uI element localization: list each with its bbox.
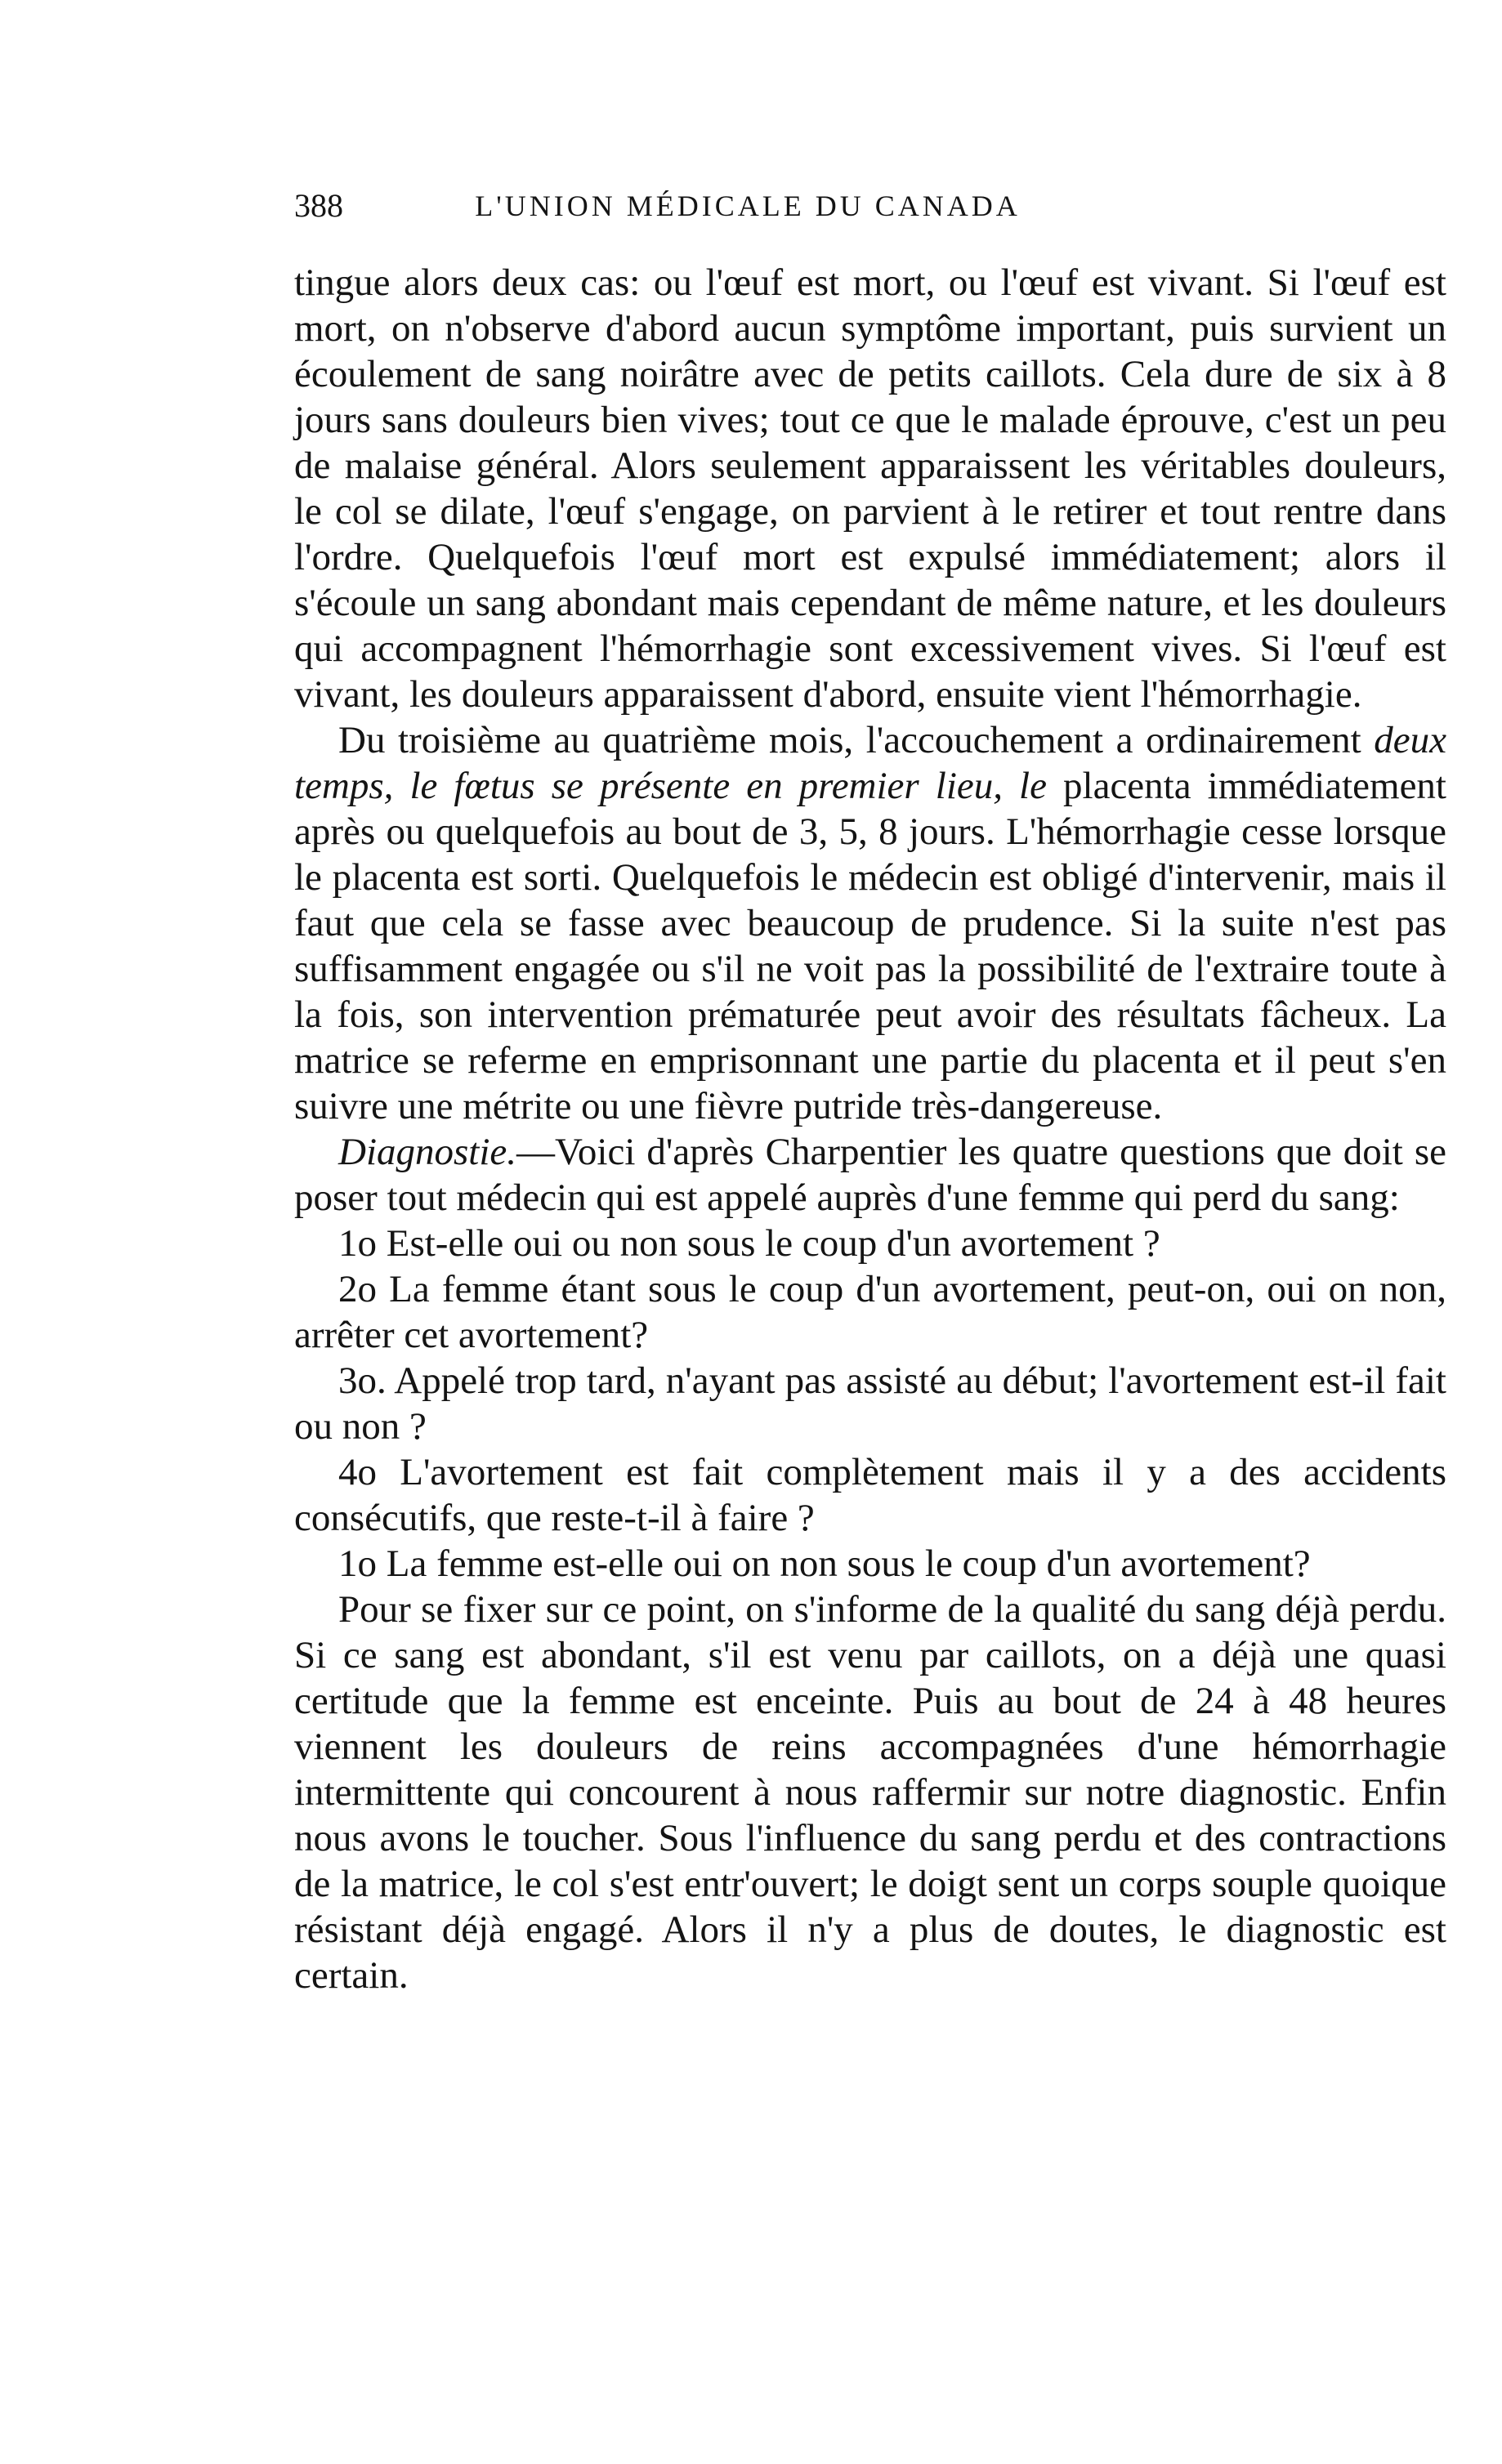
question-1-restated: 1o La femme est-elle oui on non sous le coup d'un avortement? <box>338 1542 1311 1585</box>
question-2: 2o La femme étant sous le coup d'un avortement, peut-on, oui on non, arrêter cet avortement? <box>294 1268 1446 1356</box>
paragraph-text: placenta immédiatement après ou quelquefois au bout de 3, 5, 8 jours. L'hémorrhagie cesse lorsque le placenta est sorti. Quelquefois le médecin est obligé d'intervenir, mais il faut que cela se fasse avec beaucoup de prudence. Si la suite n'est pas suffisamment engagée ou s'il ne voit pas la possibilité de l'extraire toute à la fois, son intervention prématurée peut avoir des résultats fâcheux. La matrice se referme en emprisonnant une partie du placenta et il peut s'en suivre une métrite ou une fièvre putride très-dangereuse. <box>294 765 1446 1127</box>
italic-phrase: deux temps, le fœtus se présente en premier lieu, le <box>294 719 1446 807</box>
question-3: 3o. Appelé trop tard, n'ayant pas assisté au début; l'avortement est-il fait ou non ? <box>294 1359 1446 1448</box>
paragraph-diagnosis-answer: Pour se fixer sur ce point, on s'informe de la qualité du sang déjà perdu. Si ce sang est abondant, s'il est venu par caillots, on a déjà une quasi certitude que la femme est enceinte. Puis au bout de 24 à 48 heures viennent les douleurs de reins accompagnées d'une hémorrhagie intermittente qui concourent à nous raffermir sur notre diagnostic. Enfin nous avons le toucher. Sous l'influence du sang perdu et des contractions de la matrice, le col s'est entr'ouvert; le doigt sent un corps souple quoique résistant déjà engagé. Alors il n'y a plus de doutes, le diagnostic est certain. <box>294 1588 1446 1997</box>
running-title: L'UNION MÉDICALE DU CANADA <box>475 190 1021 222</box>
question-4: 4o L'avortement est fait complètement mais il y a des accidents consécutifs, que reste-t-il à faire ? <box>294 1451 1446 1539</box>
page-header <box>294 181 1201 230</box>
paragraph-text: —Voici d'après Charpentier les quatre questions que doit se poser tout médecin qui est appelé auprès d'une femme qui perd du sang: <box>294 1131 1446 1219</box>
paragraph-third-to-fourth-month <box>294 717 1446 1129</box>
section-heading-diagnostie: Diagnostie. <box>338 1131 517 1173</box>
paragraph-continuation: tingue alors deux cas: ou l'œuf est mort, ou l'œuf est vivant. Si l'œuf est mort, on n'observe d'abord aucun symptôme important, puis survient un écoulement de sang noirâtre avec de petits caillots. Cela dure de six à 8 jours sans douleurs bien vives; tout ce que le malade éprouve, c'est un peu de malaise général. Alors seulement apparaissent les véritables douleurs, le col se dilate, l'œuf s'engage, on parvient à le retirer et tout rentre dans l'ordre. Quelquefois l'œuf mort est expulsé immédiatement; alors il s'écoule un sang abondant mais cependant de même nature, et les douleurs qui accompagnent l'hémorrhagie sont excessivement vives. Si l'œuf est vivant, les douleurs apparaissent d'abord, ensuite vient l'hémorrhagie. <box>294 261 1446 716</box>
paragraph-diagnostie <box>294 1129 1446 1221</box>
question-1: 1o Est-elle oui ou non sous le coup d'un avortement ? <box>338 1222 1160 1265</box>
paragraph-text: Du troisième au quatrième mois, l'accouchement a ordinairement <box>338 719 1375 761</box>
page-number: 388 <box>294 187 343 224</box>
body-text <box>294 260 1446 1998</box>
